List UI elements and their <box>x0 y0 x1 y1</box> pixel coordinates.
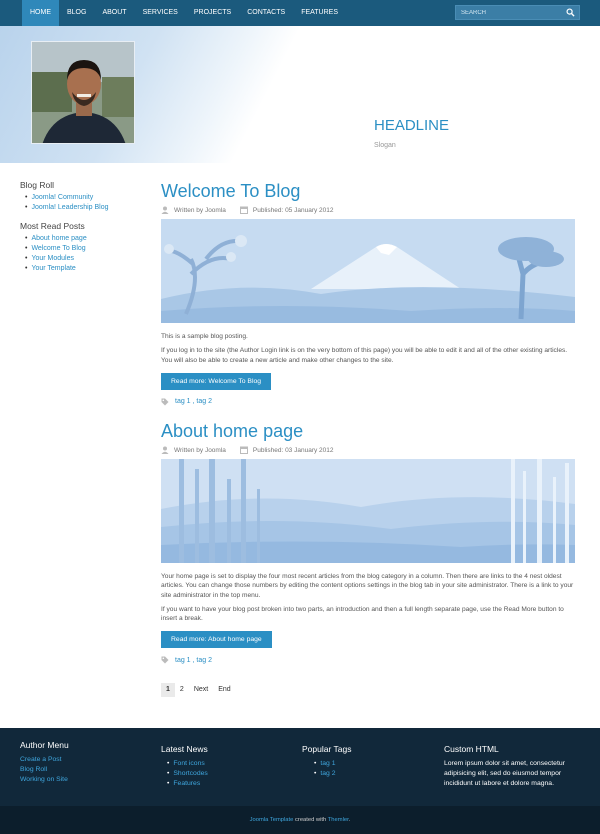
most-read-title: Most Read Posts <box>20 221 85 231</box>
footer-title: Custom HTML <box>444 744 499 754</box>
footer-link[interactable]: • Features <box>167 779 208 789</box>
footer-link[interactable]: Working on Site <box>20 776 68 783</box>
search-icon[interactable] <box>566 8 575 17</box>
sidebar <box>20 180 150 282</box>
article-meta <box>161 445 575 455</box>
article-image <box>161 459 575 563</box>
tag-links[interactable]: tag 1 , tag 2 <box>175 656 212 664</box>
most-read-list <box>25 234 150 274</box>
most-read-link[interactable]: • Welcome To Blog <box>25 244 150 254</box>
read-more-button[interactable]: Read more: Welcome To Blog <box>161 373 271 390</box>
article-title[interactable]: About home page <box>161 421 304 441</box>
blog-roll-link[interactable]: • Joomla! Leadership Blog <box>25 203 150 213</box>
footer-title: Latest News <box>161 744 208 754</box>
footer-link[interactable]: • tag 2 <box>314 769 351 779</box>
footer-title: Author Menu <box>20 740 69 750</box>
article-published: Published: 05 January 2012 <box>252 206 334 214</box>
pagination <box>161 683 236 697</box>
article-paragraph: Your home page is set to display the four most recent articles from the blog category in a column. Then there are links to the 4 nest oldest articles. You can change those numbers by editing the content options settings in the blog tab in your site administrator. There is a link to your site administrator in the top menu. <box>161 573 574 599</box>
footer-custom-html <box>444 744 584 789</box>
page-2[interactable]: 2 <box>179 686 184 693</box>
slogan: Slogan <box>374 142 396 149</box>
article <box>161 420 575 664</box>
tag-icon <box>161 398 169 406</box>
page-next[interactable]: Next <box>193 686 209 693</box>
blog-roll-list <box>25 193 150 213</box>
footer-latest-news <box>161 744 208 789</box>
top-navbar <box>0 0 600 26</box>
footer-link[interactable]: Create a Post <box>20 756 62 763</box>
footer-link[interactable]: Blog Roll <box>20 766 48 773</box>
article-title[interactable]: Welcome To Blog <box>161 181 301 201</box>
nav-item-services[interactable]: SERVICES <box>142 9 178 16</box>
site-header <box>0 26 600 163</box>
page-1[interactable]: 1 <box>161 683 175 697</box>
footer-custom-text: Lorem ipsum dolor sit amet, consectetur adipisicing elit, sed do eiusmod tempor incididunt ut labore et dolore magna. <box>444 760 565 787</box>
article-paragraph: This is a sample blog posting. <box>161 333 248 340</box>
article-image <box>161 219 575 323</box>
calendar-icon <box>240 206 248 214</box>
calendar-icon <box>240 446 248 454</box>
tag-links[interactable]: tag 1 , tag 2 <box>175 398 212 406</box>
footer-link[interactable]: • Font icons <box>167 759 208 769</box>
tag-icon <box>161 656 169 664</box>
main-nav <box>22 0 346 26</box>
nav-item-projects[interactable]: PROJECTS <box>193 9 232 16</box>
headline: HEADLINE <box>374 117 450 134</box>
article-paragraph: If you want to have your blog post broken into two parts, an introduction and then a full length separate page, use the Read More button to insert a break. <box>161 605 564 623</box>
page-end[interactable]: End <box>218 686 231 693</box>
search-box <box>455 5 580 20</box>
nav-item-home[interactable]: HOME <box>22 0 59 26</box>
most-read-link[interactable]: • Your Modules <box>25 254 150 264</box>
nav-item-features[interactable]: FEATURES <box>301 9 339 16</box>
most-read-link[interactable]: • About home page <box>25 234 150 244</box>
footer-link[interactable]: • tag 1 <box>314 759 351 769</box>
user-icon <box>161 206 169 214</box>
themler-link[interactable]: Themler <box>327 817 349 823</box>
read-more-button[interactable]: Read more: About home page <box>161 631 272 648</box>
article <box>161 180 575 406</box>
article-paragraph: If you log in to the site (the Author Login link is on the very bottom of this page) you will be able to edit it and all of the other existing articles. You will also be able to create a new article and make other changes to the site. <box>161 347 568 364</box>
joomla-template-link[interactable]: Joomla Template <box>249 817 294 823</box>
search-input[interactable] <box>456 6 564 19</box>
footer-title: Popular Tags <box>302 744 352 754</box>
article-author: Written by Joomla <box>174 206 226 214</box>
article-tags <box>161 656 575 664</box>
nav-item-blog[interactable]: BLOG <box>67 9 87 16</box>
blog-roll-link[interactable]: • Joomla! Community <box>25 193 150 203</box>
nav-item-contacts[interactable]: CONTACTS <box>247 9 286 16</box>
article-body <box>161 572 575 623</box>
footer-popular-tags <box>302 744 351 779</box>
article-published: Published: 03 January 2012 <box>252 446 334 454</box>
bottom-text-end: . <box>348 817 351 823</box>
bottom-bar <box>0 806 600 834</box>
footer-link[interactable]: • Shortcodes <box>167 769 208 779</box>
most-read-link[interactable]: • Your Template <box>25 264 150 274</box>
bottom-text: created with <box>293 817 328 823</box>
article-meta <box>161 205 575 215</box>
footer-author-menu <box>20 740 69 785</box>
blog-roll-title: Blog Roll <box>20 180 55 190</box>
nav-item-about[interactable]: ABOUT <box>102 9 127 16</box>
article-author: Written by Joomla <box>174 446 226 454</box>
footer <box>0 728 600 806</box>
article-tags <box>161 398 575 406</box>
article-body <box>161 332 575 365</box>
user-icon <box>161 446 169 454</box>
author-photo <box>31 41 135 144</box>
